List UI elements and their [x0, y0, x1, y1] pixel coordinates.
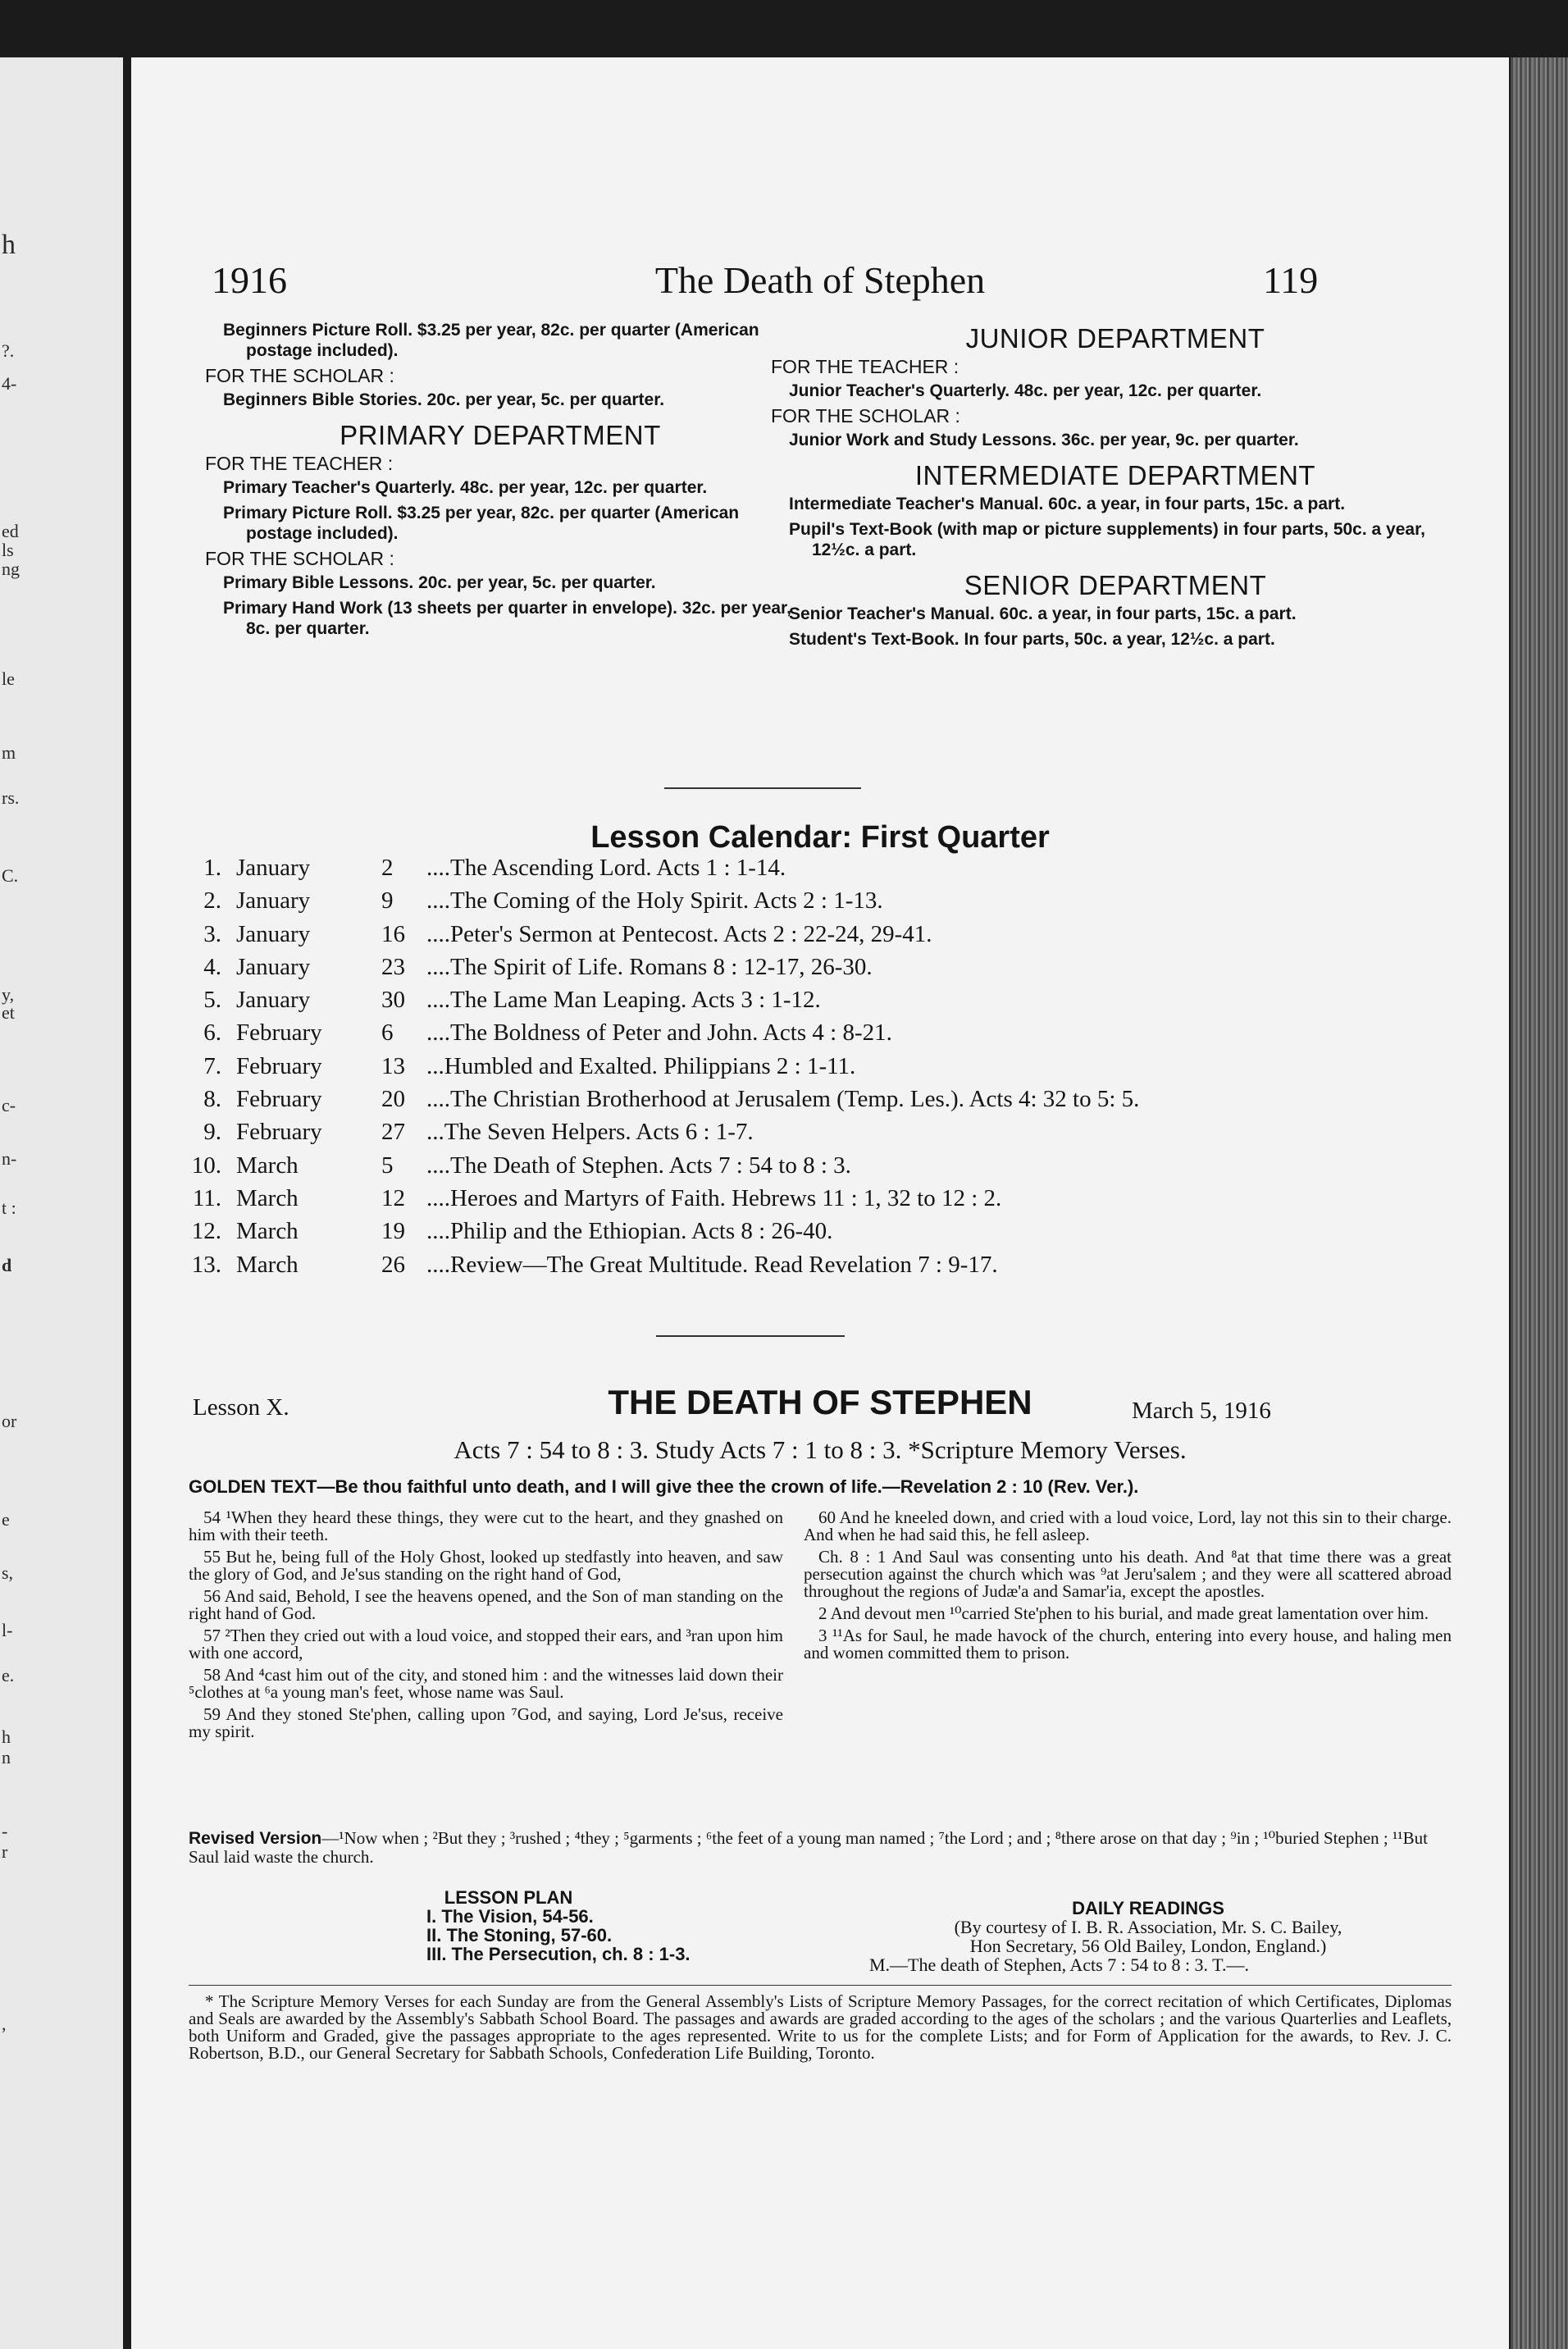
left-fragment: d	[2, 1255, 12, 1275]
left-fragment: ng	[2, 559, 20, 579]
revised-version	[189, 1829, 1452, 1866]
calendar-month: February	[236, 1052, 322, 1079]
calendar-number: 11.	[192, 1184, 221, 1211]
lesson-plan-item: I. The Vision, 54-56.	[426, 1906, 594, 1927]
book-spine	[1511, 57, 1568, 2349]
section-divider	[664, 787, 861, 789]
department-title: JUNIOR DEPARTMENT	[965, 323, 1265, 353]
book-page	[131, 57, 1509, 2349]
for-heading: FOR THE SCHOLAR :	[205, 548, 394, 569]
calendar-text: ....Peter's Sermon at Pentecost. Acts 2 : 22-24, 29-41.	[426, 920, 932, 947]
verse: 60 And he kneeled down, and cried with a loud voice, Lord, lay not this sin to their charge. And when he had said this, he fell asleep.	[804, 1507, 1452, 1544]
calendar-number: 2.	[203, 887, 221, 915]
verse: 57 ²Then they cried out with a loud voice, and stopped their ears, and ³ran upon him with one accord,	[189, 1626, 783, 1663]
for-heading: FOR THE SCHOLAR :	[771, 405, 960, 426]
calendar-text: ....The Spirit of Life. Romans 8 : 12-17, 26-30.	[426, 953, 873, 980]
calendar-number: 8.	[203, 1086, 221, 1113]
left-fragment: 4-	[2, 373, 17, 394]
calendar-month: March	[236, 1218, 299, 1245]
calendar-day: 6	[381, 1019, 394, 1047]
left-fragment: ?.	[2, 340, 15, 361]
for-heading: FOR THE SCHOLAR :	[205, 365, 394, 386]
calendar-day: 23	[381, 953, 405, 980]
left-fragment: e.	[2, 1665, 15, 1685]
calendar-text: ....Review—The Great Multitude. Read Revelation 7 : 9-17.	[426, 1251, 998, 1278]
calendar-text: ....The Boldness of Peter and John. Acts 4 : 8-21.	[426, 1019, 892, 1047]
price-entry: Primary Picture Roll. $3.25 per year, 82c. per quarter (American postage included).	[223, 504, 740, 543]
calendar-month: January	[236, 987, 311, 1014]
daily-line: M.—The death of Stephen, Acts 7 : 54 to 8 : 3. T.—.	[869, 1954, 1249, 1975]
left-fragment: -	[2, 1821, 8, 1841]
price-entry: Intermediate Teacher's Manual. 60c. a year, in four parts, 15c. a part.	[789, 495, 1346, 513]
price-entry: Primary Bible Lessons. 20c. per year, 5c. per quarter.	[223, 573, 656, 592]
verse: 54 ¹When they heard these things, they were cut to the heart, and they gnashed on him with their teeth.	[189, 1507, 783, 1544]
section-divider	[656, 1335, 845, 1337]
calendar-day: 26	[381, 1251, 405, 1278]
left-fragment: h	[2, 1726, 11, 1747]
calendar-month: January	[236, 920, 311, 947]
calendar-number: 12.	[191, 1218, 221, 1245]
daily-line: (By courtesy of I. B. R. Association, Mr. S. C. Bailey,	[954, 1917, 1342, 1937]
calendar-day: 27	[381, 1119, 405, 1146]
daily-readings-title: DAILY READINGS	[1072, 1898, 1224, 1918]
calendar-text: ....The Ascending Lord. Acts 1 : 1-14.	[426, 855, 786, 881]
verse: 58 And ⁴cast him out of the city, and stoned him : and the witnesses laid down their ⁵clothes at ⁶a young man's feet, whose name was Saul.	[189, 1665, 783, 1702]
price-entry: Senior Teacher's Manual. 60c. a year, in four parts, 15c. a part.	[789, 604, 1297, 623]
calendar-text: ...The Seven Helpers. Acts 6 : 1-7.	[426, 1119, 754, 1146]
price-entry: Pupil's Text-Book (with map or picture supplements) in four parts, 50c. a year, 12½c. a part.	[789, 520, 1425, 559]
calendar-title: Lesson Calendar: First Quarter	[590, 820, 1050, 855]
calendar-month: March	[236, 1251, 299, 1278]
verses-right	[804, 1509, 1452, 1667]
lesson-plan-item: II. The Stoning, 57-60.	[426, 1925, 613, 1945]
left-fragment: l-	[2, 1620, 13, 1640]
verse: 56 And said, Behold, I see the heavens opened, and the Son of man standing on the right hand of God.	[189, 1586, 783, 1623]
calendar-month: March	[236, 1152, 299, 1179]
calendar-day: 20	[381, 1086, 405, 1113]
calendar-month: February	[236, 1086, 322, 1113]
header-title: The Death of Stephen	[654, 259, 986, 301]
lesson-plan-title: LESSON PLAN	[444, 1887, 573, 1908]
left-fragment: ,	[2, 2014, 7, 2034]
price-entry: Junior Work and Study Lessons. 36c. per year, 9c. per quarter.	[789, 431, 1299, 449]
lesson-number: Lesson X.	[193, 1394, 289, 1421]
price-entry: Beginners Picture Roll. $3.25 per year, 82c. per quarter (American postage included).	[223, 321, 759, 360]
for-heading: FOR THE TEACHER :	[205, 453, 394, 474]
left-fragment: le	[2, 668, 15, 689]
verse: 55 But he, being full of the Holy Ghost, looked up stedfastly into heaven, and saw the glory of God, and Je'sus standing on the right hand of God,	[189, 1547, 783, 1584]
right-column	[771, 323, 1460, 655]
calendar-text: ....The Coming of the Holy Spirit. Acts 2 : 1-13.	[426, 887, 883, 915]
left-fragment: e	[2, 1509, 10, 1530]
left-fragment: r	[2, 1841, 8, 1862]
calendar-day: 2	[381, 855, 394, 881]
price-entry: Junior Teacher's Quarterly. 48c. per year, 12c. per quarter.	[789, 381, 1262, 400]
lesson-plan	[377, 1888, 787, 1964]
department-title: INTERMEDIATE DEPARTMENT	[914, 460, 1316, 490]
lesson-date: March 5, 1916	[1132, 1398, 1271, 1424]
daily-line: Hon Secretary, 56 Old Bailey, London, England.)	[969, 1936, 1327, 1956]
department-title: PRIMARY DEPARTMENT	[340, 420, 661, 450]
left-column	[205, 320, 795, 644]
verse: 59 And they stoned Ste'phen, calling upon ⁷God, and saying, Lord Je'sus, receive my spirit.	[189, 1704, 783, 1741]
calendar-day: 30	[381, 987, 405, 1014]
calendar-number: 6.	[203, 1019, 221, 1047]
left-fragment: C.	[2, 865, 19, 886]
left-fragment: h	[2, 230, 16, 260]
golden-text: GOLDEN TEXT—Be thou faithful unto death, and I will give thee the crown of life.—Revelation 2 : 10 (Rev. Ver.).	[189, 1476, 1139, 1497]
for-heading: FOR THE TEACHER :	[771, 356, 959, 377]
calendar-number: 3.	[203, 920, 221, 947]
daily-readings	[836, 1899, 1460, 1974]
calendar-text: ....The Death of Stephen. Acts 7 : 54 to 8 : 3.	[426, 1152, 851, 1179]
price-entry: Beginners Bible Stories. 20c. per year, 5c. per quarter.	[223, 390, 665, 409]
lesson-scripture: Acts 7 : 54 to 8 : 3. Study Acts 7 : 1 to 8 : 3. *Scripture Memory Verses.	[454, 1435, 1187, 1464]
calendar-text: ....The Christian Brotherhood at Jerusalem (Temp. Les.). Acts 4: 32 to 5: 5.	[426, 1086, 1140, 1113]
calendar-text: ....The Lame Man Leaping. Acts 3 : 1-12.	[426, 987, 821, 1014]
calendar-day: 13	[381, 1052, 405, 1079]
left-fragment: rs.	[2, 787, 20, 808]
left-fragment: c-	[2, 1095, 16, 1115]
left-fragment: t :	[2, 1197, 16, 1218]
price-entry: Primary Teacher's Quarterly. 48c. per year, 12c. per quarter.	[223, 478, 708, 497]
calendar-month: February	[236, 1119, 322, 1146]
left-fragment: ls	[2, 540, 14, 560]
left-fragment: y,	[2, 984, 15, 1005]
verse: Ch. 8 : 1 And Saul was consenting unto his death. And ⁸at that time there was a great persecution against the church which was ⁹at Jeru'salem ; and they were all scattered abroad throughout the regions of Judæ'a and Samar'ia, except the apostles.	[804, 1547, 1452, 1601]
calendar-day: 9	[381, 887, 394, 915]
department-title: SENIOR DEPARTMENT	[964, 570, 1267, 600]
calendar-text: ....Heroes and Martyrs of Faith. Hebrews 11 : 1, 32 to 12 : 2.	[426, 1184, 1002, 1211]
calendar-number: 10.	[191, 1152, 221, 1179]
lesson-plan-item: III. The Persecution, ch. 8 : 1-3.	[426, 1944, 691, 1964]
calendar-day: 19	[381, 1218, 405, 1245]
calendar-month: January	[236, 953, 311, 980]
left-fragment: n	[2, 1747, 11, 1767]
price-entry: Primary Hand Work (13 sheets per quarter in envelope). 32c. per year, 8c. per quarter.	[223, 599, 791, 638]
revised-text: —¹Now when ; ²But they ; ³rushed ; ⁴they ; ⁵garments ; ⁶the feet of a young man named ; ⁷the Lord ; and ; ⁸there arose on that day ; ⁹in ; ¹⁰buried Stephen ; ¹¹But Saul laid waste the church.	[189, 1828, 1428, 1867]
calendar-number: 13.	[191, 1251, 221, 1278]
header-page-number: 119	[1263, 259, 1319, 301]
verse: 2 And devout men ¹⁰carried Ste'phen to his burial, and made great lamentation over him.	[818, 1603, 1429, 1623]
calendar-number: 1.	[203, 855, 221, 881]
left-fragment: m	[2, 742, 16, 763]
calendar-day: 5	[381, 1152, 394, 1179]
left-fragment: s,	[2, 1562, 14, 1583]
calendar-month: January	[236, 855, 311, 881]
price-entry: Student's Text-Book. In four parts, 50c. a year, 12½c. a part.	[789, 630, 1275, 649]
calendar-number: 7.	[203, 1052, 221, 1079]
verse: 3 ¹¹As for Saul, he made havock of the church, entering into every house, and haling men and women committed them to prison.	[804, 1626, 1452, 1663]
left-fragment: or	[2, 1411, 17, 1431]
left-fragment: ed	[2, 521, 19, 541]
revised-label: Revised Version	[189, 1829, 322, 1848]
calendar-text: ...Humbled and Exalted. Philippians 2 : 1-11.	[426, 1052, 856, 1079]
header-year: 1916	[212, 259, 287, 301]
footnote-rule	[189, 1985, 1452, 1986]
calendar-number: 9.	[203, 1119, 221, 1146]
calendar-month: March	[236, 1184, 299, 1211]
calendar-month: January	[236, 887, 311, 915]
calendar-number: 5.	[203, 987, 221, 1014]
lesson-title: THE DEATH OF STEPHEN	[608, 1383, 1032, 1421]
left-page-edge	[0, 57, 123, 2349]
left-fragment: n-	[2, 1148, 17, 1169]
verses-left	[189, 1509, 783, 1745]
calendar-day: 16	[381, 920, 405, 947]
footnote: * The Scripture Memory Verses for each Sunday are from the General Assembly's Lists of Scripture Memory Passages, for the correct recitation of which Certificates, Diplomas and Seals are awarded by the Assembly's Sabbath School Board. The passages and awards are graded according to the ages of the scholars ; and the various Quarterlies and Leaflets, both Uniform and Graded, give the passages appropriate to the ages represented. Write to us for the complete Lists; and for Form of Application for the awards, to Rev. J. C. Robertson, B.D., our General Secretary for Sabbath Schools, Confederation Life Building, Toronto.	[189, 1991, 1452, 2063]
left-fragment: et	[2, 1002, 15, 1023]
calendar-number: 4.	[203, 953, 221, 980]
calendar-day: 12	[381, 1184, 405, 1211]
calendar-text: ....Philip and the Ethiopian. Acts 8 : 26-40.	[426, 1218, 833, 1245]
calendar-month: February	[236, 1019, 322, 1047]
